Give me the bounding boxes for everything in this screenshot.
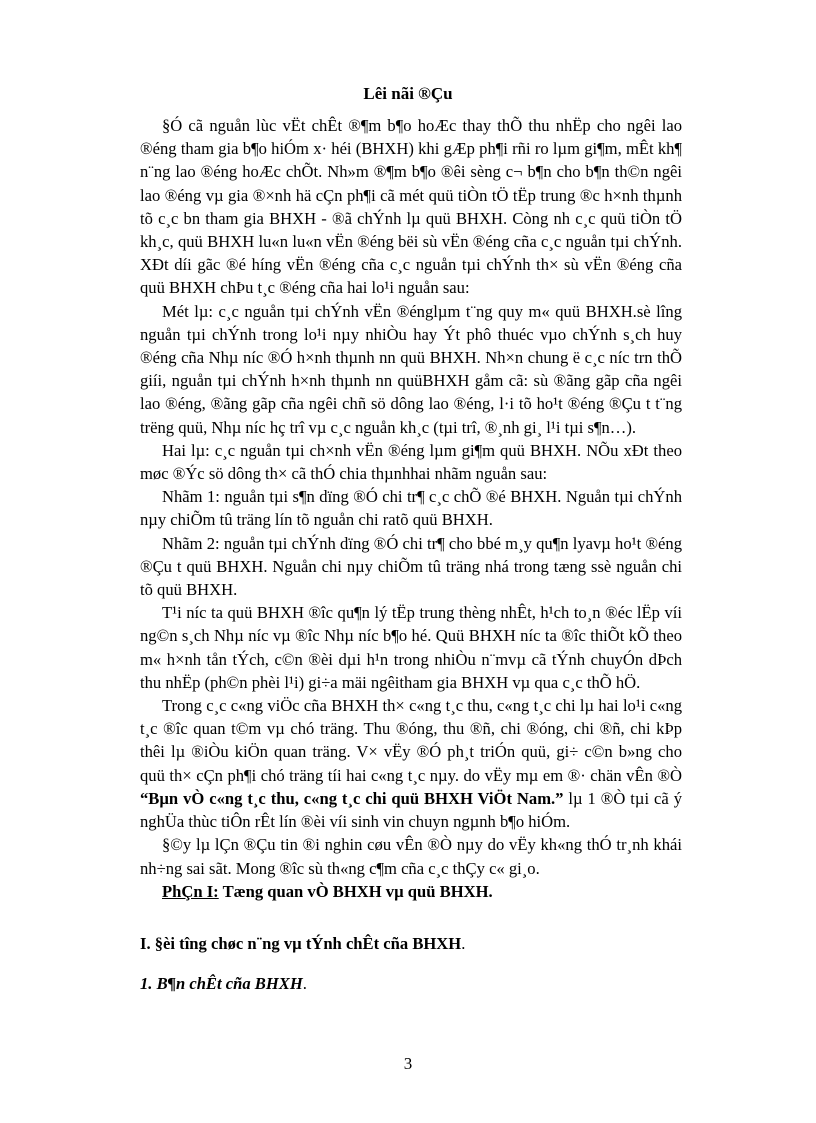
paragraph-mot-la: Mét lµ: c¸c nguån tµi chÝnh vËn ®énglµm t¨ng quy m« quü BHXH.sè lîng nguån tµi chÝnh trong lo¹i nµy nhiÒu hay Ýt phô thuéc vµo chÝnh s¸ch huy ®éng cña Nhµ níc ®Ó h×nh thµnh nn quü BHXH. Nh×n chung ë c¸c níc trn thÕ giíi, nguån tµi chÝnh h×nh thµnh nn quüBHXH gåm cã: sù ®ãng gãp cña ngêi lao ®éng, ®ãng gãp cña ngêi chñ sö dông lao ®éng, l·i tõ ho¹t ®éng ®Çu t t¨ng trëng quü, Nhµ níc hç trî vµ c¸c nguån kh¸c (tµi trî, ®¸nh gi¸ l¹i tµi s¶n…).: [140, 301, 682, 437]
paragraph-trong-cac-tail: lµ 1 ®Ò tµi cã ý nghÜa thùc tiÔn rÊt lín ®èi víi sinh vin chuyn ngµnh b¶o hiÓm.: [140, 788, 682, 832]
paragraph-nhom-1: Nhãm 1: nguån tµi s¶n dïng ®Ó chi tr¶ c¸c chÕ ®é BHXH. Nguån tµi chÝnh nµy chiÕm tû träng lín tõ nguån chi ratõ quü BHXH.: [140, 487, 682, 530]
section-heading-1-1-tail: .: [302, 974, 307, 993]
paragraph-day-la: §©y lµ lÇn ®Çu tin ®i nghin cøu vÊn ®Ò nµy do vËy kh«ng thÓ tr¸nh khái nh÷ng sai sãt. Mong ®îc sù th«ng c¶m cña c¸c thÇy c« gi¸o.: [140, 835, 682, 878]
part-heading-text: Tæng quan vÒ BHXH vµ quü BHXH.: [218, 881, 493, 901]
page-number: 3: [403, 1054, 413, 1073]
section-heading-1-1-text: 1. B¶n chÊt cña BHXH: [140, 974, 303, 993]
part-heading-label: PhÇn I:: [162, 881, 219, 901]
page-title: Lêi nãi ®Çu: [363, 84, 453, 103]
section-heading-1-1: [140, 974, 307, 994]
section-heading-1: [140, 934, 465, 954]
section-heading-1-tail: .: [461, 934, 466, 953]
paragraph-tai-nuoc-ta: T¹i níc ta quü BHXH ®îc qu¶n lý tËp trung thèng nhÊt, h¹ch to¸n ®éc lËp víi ng©n s¸ch Nhµ níc vµ ®îc Nhµ níc b¶o hé. Quü BHXH níc ta ®îc thiÕt kÕ theo m« h×nh tån tÝch, c©n ®èi dµi h¹n trong nhiÒu n¨mvµ cã tÝnh chuyÓn dÞch thu nhËp (ph©n phèi l¹i) gi÷a mäi ngêitham gia BHXH vµ qua c¸c thÕ hÖ.: [140, 603, 682, 692]
topic-title: “Bµn vÒ c«ng t¸c thu, c«ng t¸c chi quü BHXH ViÖt Nam.”: [140, 788, 564, 808]
paragraph-intro: §Ó cã nguån lùc vËt chÊt ®¶m b¶o hoÆc thay thÕ thu nhËp cho ngêi lao ®éng tham gia b¶o hiÓm x· héi (BHXH) khi gÆp ph¶i rñi ro lµm gi¶m, mÊt kh¶ n¨ng lao ®éng hoÆc chÕt. Nh»m ®¶m b¶o ®êi sèng c¬ b¶n cho b¶n th©n ngêi lao ®éng vµ gia ®×nh hä cÇn ph¶i cã mét quü tiÒn tÖ tËp trung ®c h×nh thµnh tõ c¸c bn tham gia BHXH - ®ã chÝnh lµ quü BHXH. Còng nh c¸c quü tiÒn tÖ kh¸c, quü BHXH lu«n lu«n vËn ®éng bëi sù vËn ®éng cña c¸c nguån tµi chÝnh. XÐt díi gãc ®é híng vËn ®éng cña c¸c nguån tµi chÝnh th× sù vËn ®éng cña quü BHXH chÞu t¸c ®éng cña hai lo¹i nguån sau:: [140, 116, 682, 298]
section-heading-1-text: I. §èi tîng chøc n¨ng vµ tÝnh chÊt cña BHXH: [140, 934, 462, 953]
paragraph-trong-cac-text: Trong c¸c c«ng viÖc cña BHXH th× c«ng t¸c thu, c«ng t¸c chi lµ hai lo¹i c«ng t¸c ®îc quan t©m vµ chó träng. Thu ®óng, thu ®ñ, chi ®óng, chi ®ñ, chi kÞp thêi lµ ®iÒu kiÖn quan träng. V× vËy ®Ó ph¸t triÓn quü, gi÷ c©n b»ng cho quü th× cÇn ph¶i chó träng tíi hai c«ng t¸c nµy. do vËy mµ em ®· chän vÊn ®Ò: [140, 696, 682, 785]
paragraph-trong-cac: [140, 694, 682, 833]
body-text: [140, 114, 682, 903]
part-heading: [140, 880, 682, 903]
paragraph-nhom-2: Nhãm 2: nguån tµi chÝnh dïng ®Ó chi tr¶ cho bbé m¸y qu¶n lyavµ ho¹t ®éng ®Çu t quü BHXH. Nguån chi nµy chiÕm tû träng nhá trong tæng ssè nguån chi tõ quü BHXH.: [140, 533, 682, 600]
paragraph-hai-la: Hai lµ: c¸c nguån tµi ch×nh vËn ®éng lµm gi¶m quü BHXH. NÕu xÐt theo møc ®Ýc sö dông th× cã thÓ chia thµnhhai nhãm nguån sau:: [140, 440, 682, 484]
